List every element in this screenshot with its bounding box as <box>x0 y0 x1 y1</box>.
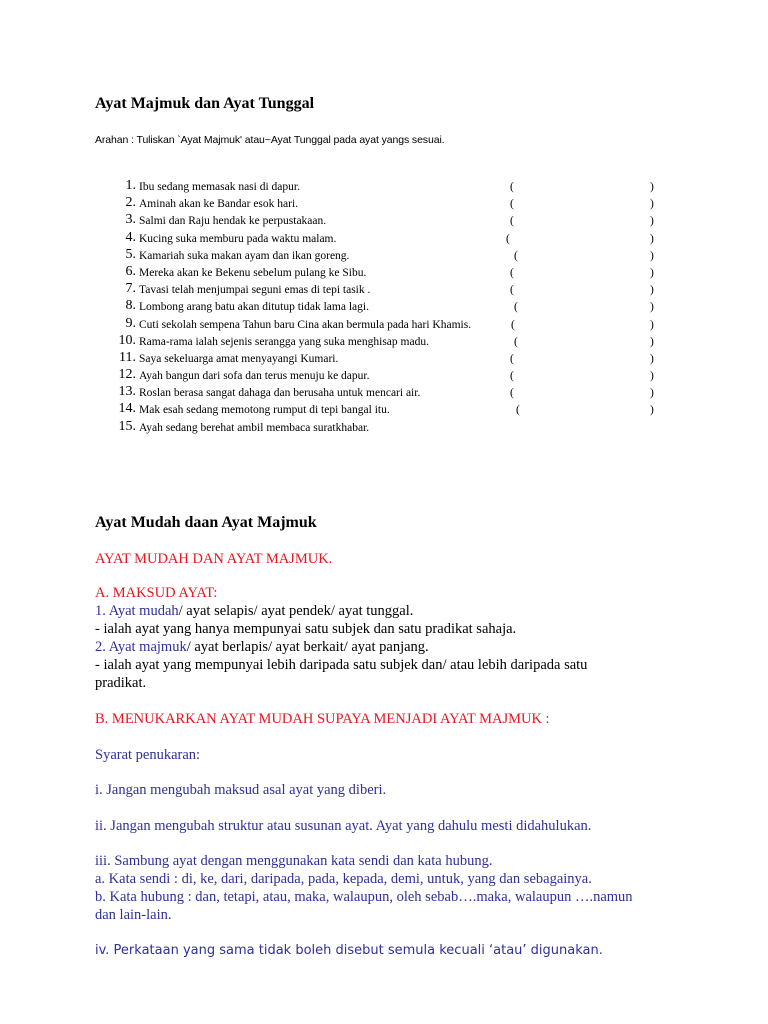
question-text: Ibu sedang memasak nasi di dapur. <box>139 181 300 193</box>
rule-i: i. Jangan mengubah maksud asal ayat yang diberi. <box>95 782 387 798</box>
question-row <box>112 300 672 317</box>
rule-iii: iii. Sambung ayat dengan menggunakan kata sendi dan kata hubung. <box>95 853 493 869</box>
question-text: Rama-rama ialah sejenis serangga yang suka menghisap madu. <box>139 335 429 348</box>
question-row <box>112 418 672 438</box>
section-b-heading: B. MENUKARKAN AYAT MUDAH SUPAYA MENJADI AYAT MAJMUK : <box>95 711 550 727</box>
question-number: 12. <box>118 367 136 383</box>
section2-title: Ayat Mudah daan Ayat Majmuk <box>95 514 317 531</box>
answer-blank-close: ) <box>650 318 654 331</box>
answer-blank-open: ( <box>510 181 514 193</box>
question-row <box>112 263 672 283</box>
answer-blank-open: ( <box>514 301 518 314</box>
answer-blank-close: ) <box>650 301 654 314</box>
question-number: 1. <box>125 178 136 193</box>
rule-ii: ii. Jangan mengubah struktur atau susunan ayat. Ayat yang dahulu mesti didahulukan. <box>95 818 592 834</box>
answer-blank-close: ) <box>650 232 654 245</box>
answer-blank-close: ) <box>650 370 654 383</box>
question-row <box>112 180 672 197</box>
answer-blank-open: ( <box>516 404 520 417</box>
question-number: 7. <box>125 281 136 297</box>
question-number: 9. <box>125 315 136 331</box>
question-row <box>112 229 672 249</box>
question-text: Aminah akan ke Bandar esok hari. <box>139 198 299 211</box>
question-text: Cuti sekolah sempena Tahun baru Cina akan bermula pada hari Khamis. <box>139 318 472 331</box>
notes-heading: AYAT MUDAH DAN AYAT MAJMUK. <box>95 551 333 567</box>
question-number: 8. <box>125 298 136 314</box>
question-number: 14. <box>118 401 136 417</box>
answer-blank-open: ( <box>510 266 514 279</box>
rule-iii-b-cont: dan lain-lain. <box>95 907 172 923</box>
answer-blank-open: ( <box>506 232 510 245</box>
answer-blank-close: ) <box>650 181 654 193</box>
question-list <box>112 180 672 438</box>
answer-blank-open: ( <box>511 318 515 331</box>
question-text: Saya sekeluarga amat menyayangi Kumari. <box>139 352 339 365</box>
definition-majmuk <box>95 638 695 656</box>
term-ayat-mudah-synonyms: / ayat selapis/ ayat pendek/ ayat tunggal. <box>178 603 414 619</box>
question-row <box>112 283 672 300</box>
section1-title: Ayat Majmuk dan Ayat Tunggal <box>95 95 315 112</box>
question-text: Kucing suka memburu pada waktu malam. <box>139 232 337 245</box>
answer-blank-close: ) <box>650 266 654 279</box>
definition-majmuk-desc: - ialah ayat yang mempunyai lebih daripada satu subjek dan/ atau lebih daripada satu <box>95 657 588 673</box>
question-text: Ayah bangun dari sofa dan terus menuju ke dapur. <box>139 370 370 383</box>
question-row <box>112 386 672 403</box>
question-text: Mak esah sedang memotong rumput di tepi bangal itu. <box>139 404 390 417</box>
question-row <box>112 246 672 266</box>
question-number: 2. <box>125 195 136 211</box>
rule-iii-b: b. Kata hubung : dan, tetapi, atau, maka, walaupun, oleh sebab….maka, walaupun ….namun <box>95 889 633 905</box>
section-a-heading: A. MAKSUD AYAT: <box>95 585 218 601</box>
question-text: Ayah sedang berehat ambil membaca suratkhabar. <box>139 421 370 434</box>
answer-blank-open: ( <box>510 387 514 400</box>
question-number: 6. <box>125 263 136 279</box>
term-ayat-majmuk: 2. Ayat majmuk <box>95 639 187 655</box>
answer-blank-open: ( <box>514 249 518 262</box>
question-text: Roslan berasa sangat dahaga dan berusaha untuk mencari air. <box>139 387 421 400</box>
question-text: Salmi dan Raju hendak ke perpustakaan. <box>139 215 327 228</box>
question-text: Kamariah suka makan ayam dan ikan goreng. <box>139 249 350 262</box>
question-row <box>112 214 672 231</box>
syarat-label: Syarat penukaran: <box>95 747 201 763</box>
question-number: 15. <box>118 418 136 434</box>
answer-blank-close: ) <box>650 249 654 262</box>
answer-blank-close: ) <box>650 215 654 228</box>
question-row <box>112 332 672 352</box>
rule-iv: iv. Perkataan yang sama tidak boleh disebut semula kecuali ‘atau’ digunakan. <box>95 943 603 958</box>
answer-blank-open: ( <box>514 335 518 348</box>
question-row <box>112 197 672 214</box>
definition-majmuk-desc-cont: pradikat. <box>95 675 147 691</box>
definition-mudah <box>95 602 695 620</box>
answer-blank-close: ) <box>650 352 654 365</box>
question-row <box>112 315 672 335</box>
answer-blank-open: ( <box>510 352 514 365</box>
question-text: Lombong arang batu akan ditutup tidak lama lagi. <box>139 301 369 314</box>
term-ayat-mudah: 1. Ayat mudah <box>95 603 179 619</box>
answer-blank-open: ( <box>510 284 514 297</box>
answer-blank-close: ) <box>650 387 654 400</box>
term-ayat-majmuk-synonyms: / ayat berlapis/ ayat berkait/ ayat panjang. <box>186 639 429 655</box>
question-row <box>112 369 672 386</box>
answer-blank-close: ) <box>650 284 654 297</box>
answer-blank-open: ( <box>510 215 514 228</box>
question-number: 4. <box>125 229 136 245</box>
answer-blank-close: ) <box>650 335 654 348</box>
answer-blank-open: ( <box>510 370 514 383</box>
answer-blank-open: ( <box>510 198 514 211</box>
question-row <box>112 403 672 420</box>
question-number: 5. <box>125 246 136 262</box>
question-number: 3. <box>125 212 136 228</box>
question-number: 11. <box>119 349 136 365</box>
question-text: Mereka akan ke Bekenu sebelum pulang ke Sibu. <box>139 266 367 279</box>
instruction-text: Arahan : Tuliskan `Ayat Majmuk' atau~Ayat Tunggal pada ayat yangs sesuai. <box>95 134 445 146</box>
rule-iii-a: a. Kata sendi : di, ke, dari, daripada, pada, kepada, demi, untuk, yang dan sebagainya. <box>95 871 592 887</box>
question-number: 13. <box>118 384 136 400</box>
question-text: Tavasi telah menjumpai seguni emas di tepi tasik . <box>139 284 371 297</box>
answer-blank-close: ) <box>650 404 654 417</box>
answer-blank-close: ) <box>650 198 654 211</box>
definition-mudah-desc: - ialah ayat yang hanya mempunyai satu subjek dan satu pradikat sahaja. <box>95 621 517 637</box>
question-row <box>112 349 672 369</box>
question-number: 10. <box>118 332 136 348</box>
